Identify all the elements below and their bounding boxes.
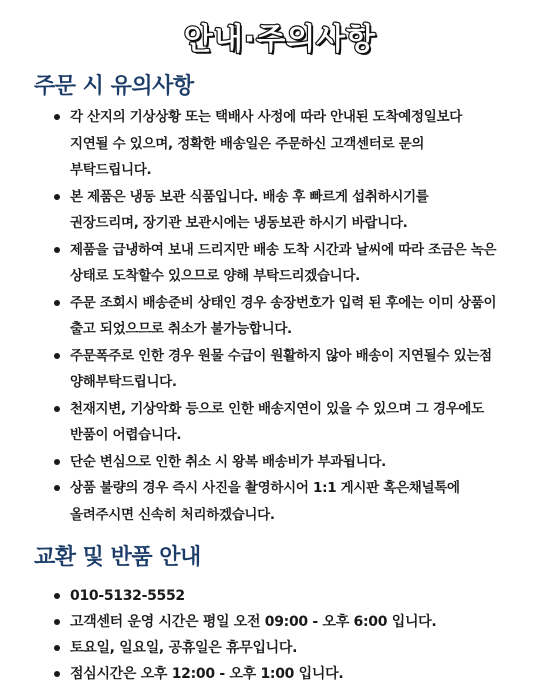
- list-item: [50, 290, 500, 343]
- bullet-icon: [54, 247, 60, 253]
- list-item-text: 천재지변, 기상악화 등으로 인한 배송지연이 있을 수 있으며 그 경우에도 반품이 어렵습니다.: [70, 400, 484, 443]
- bullet-icon: [54, 619, 60, 625]
- phone-number[interactable]: [50, 583, 500, 609]
- list-item: [50, 449, 500, 476]
- list-item: [50, 237, 500, 290]
- list-item: [50, 343, 500, 396]
- bullet-icon: [54, 593, 60, 599]
- list-item-text: 제품을 급냉하여 보내 드리지만 배송 도착 시간과 날씨에 따라 조금은 녹은 상태로 도착할수 있으므로 양해 부탁드리겠습니다.: [70, 241, 497, 284]
- list-item: [50, 661, 500, 687]
- list-item-text: 010-5132-5552: [70, 588, 185, 604]
- exchange-return-heading: 교환 및 반품 안내: [34, 545, 201, 570]
- list-item-text: 단순 변심으로 인한 취소 시 왕복 배송비가 부과됩니다.: [70, 453, 386, 470]
- bullet-icon: [54, 194, 60, 200]
- list-item-text: 고객센터 운영 시간은 평일 오전 09:00 - 오후 6:00 입니다.: [70, 614, 437, 630]
- bullet-icon: [54, 459, 60, 465]
- list-item-text: 토요일, 일요일, 공휴일은 휴무입니다.: [70, 640, 298, 656]
- list-item-text: 주문폭주로 인한 경우 원물 수급이 원활하지 않아 배송이 지연될수 있는점 양해부탁드립니다.: [70, 347, 492, 390]
- bullet-icon: [54, 485, 60, 491]
- list-item: [50, 396, 500, 449]
- bullet-icon: [54, 671, 60, 677]
- bullet-icon: [54, 406, 60, 412]
- list-item-text: 주문 조회시 배송준비 상태인 경우 송장번호가 입력 된 후에는 이미 상품이 출고 되었으므로 취소가 불가능합니다.: [70, 294, 497, 337]
- page-title: 안내·주의사항: [183, 22, 377, 57]
- exchange-return-list: [50, 583, 500, 687]
- bullet-icon: [54, 300, 60, 306]
- list-item-text: 상품 불량의 경우 즉시 사진을 촬영하시어 1:1 게시판 혹은채널톡에 올려주시면 신속히 처리하겠습니다.: [70, 480, 460, 523]
- bullet-icon: [54, 353, 60, 359]
- list-item: [50, 609, 500, 635]
- list-item-text: 점심시간은 오후 12:00 - 오후 1:00 입니다.: [70, 666, 344, 682]
- list-item-text: 본 제품은 냉동 보관 식품입니다. 배송 후 빠르게 섭취하시기를 권장드리며, 장기관 보관시에는 냉동보관 하시기 바랍니다.: [70, 188, 429, 231]
- bullet-icon: [54, 645, 60, 651]
- bullet-icon: [54, 114, 60, 120]
- list-item: [50, 104, 500, 184]
- list-item-text: 각 산지의 기상상황 또는 택배사 사정에 따라 안내된 도착예정일보다 지연될 수 있으며, 정확한 배송일은 주문하신 고객센터로 문의 부탁드립니다.: [70, 109, 462, 178]
- order-notice-heading: 주문 시 유의사항: [34, 74, 194, 99]
- list-item: [50, 184, 500, 237]
- list-item: [50, 475, 500, 528]
- order-notice-list: [50, 104, 500, 528]
- list-item: [50, 635, 500, 661]
